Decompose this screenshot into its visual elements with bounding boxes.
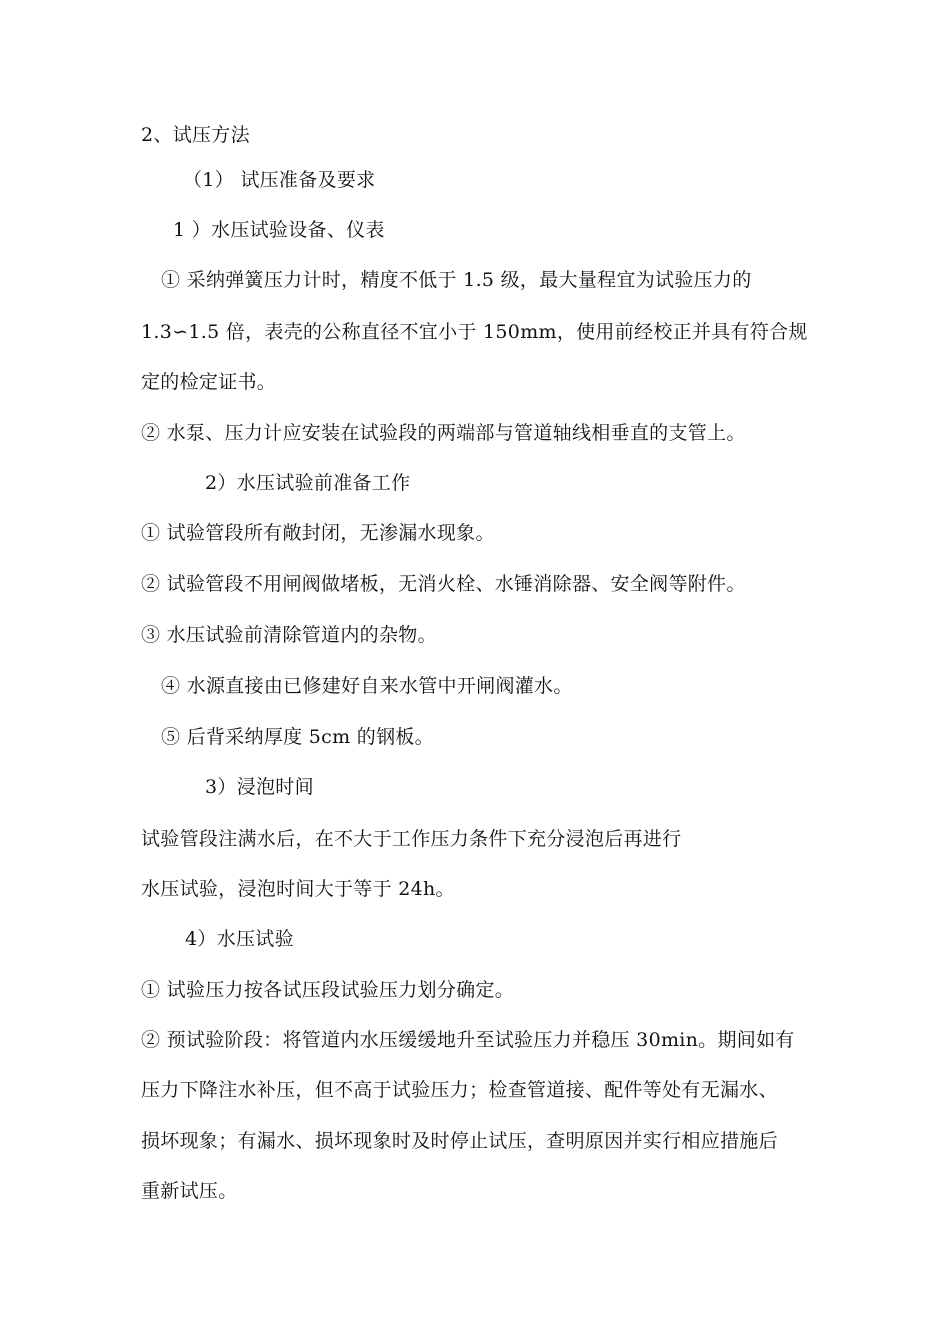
list-item: ① 试验压力按各试压段试验压力划分确定。	[141, 979, 515, 1001]
paragraph-line: 定的检定证书。	[141, 371, 277, 393]
list-item: ③ 水压试验前清除管道内的杂物。	[141, 624, 437, 646]
list-item: ② 试验管段不用闸阀做堵板，无消火栓、水锤消除器、安全阀等附件。	[141, 573, 746, 595]
subsection-heading: （1） 试压准备及要求	[183, 169, 376, 191]
paragraph-line: ② 水泵、压力计应安装在试验段的两端部与管道轴线相垂直的支管上。	[141, 422, 746, 444]
paragraph-line: 重新试压。	[141, 1180, 238, 1202]
item-heading: 1 ）水压试验设备、仪表	[173, 219, 385, 241]
item-heading: 2）水压试验前准备工作	[205, 472, 411, 494]
section-heading: 2、试压方法	[141, 124, 250, 146]
list-item: ① 试验管段所有敞封闭，无渗漏水现象。	[141, 522, 495, 544]
list-item: ⑤ 后背采纳厚度 5cm 的钢板。	[161, 726, 434, 748]
list-item: ② 预试验阶段：将管道内水压缓缓地升至试验压力并稳压 30min。期间如有	[141, 1029, 795, 1051]
paragraph-line: 1.3∽1.5 倍，表壳的公称直径不宜小于 150mm，使用前经校正并具有符合规	[141, 321, 808, 343]
paragraph-line: ① 采纳弹簧压力计时，精度不低于 1.5 级，最大量程宜为试验压力的	[161, 269, 752, 291]
paragraph-line: 压力下降注水补压，但不高于试验压力；检查管道接、配件等处有无漏水、	[141, 1079, 778, 1101]
item-heading: 3）浸泡时间	[205, 776, 314, 798]
item-heading: 4）水压试验	[185, 928, 294, 950]
list-item: ④ 水源直接由已修建好自来水管中开闸阀灌水。	[161, 675, 573, 697]
paragraph-line: 水压试验，浸泡时间大于等于 24h。	[141, 878, 455, 900]
paragraph-line: 损坏现象；有漏水、损坏现象时及时停止试压，查明原因并实行相应措施后	[141, 1130, 778, 1152]
paragraph-line: 试验管段注满水后，在不大于工作压力条件下充分浸泡后再进行	[141, 828, 682, 850]
